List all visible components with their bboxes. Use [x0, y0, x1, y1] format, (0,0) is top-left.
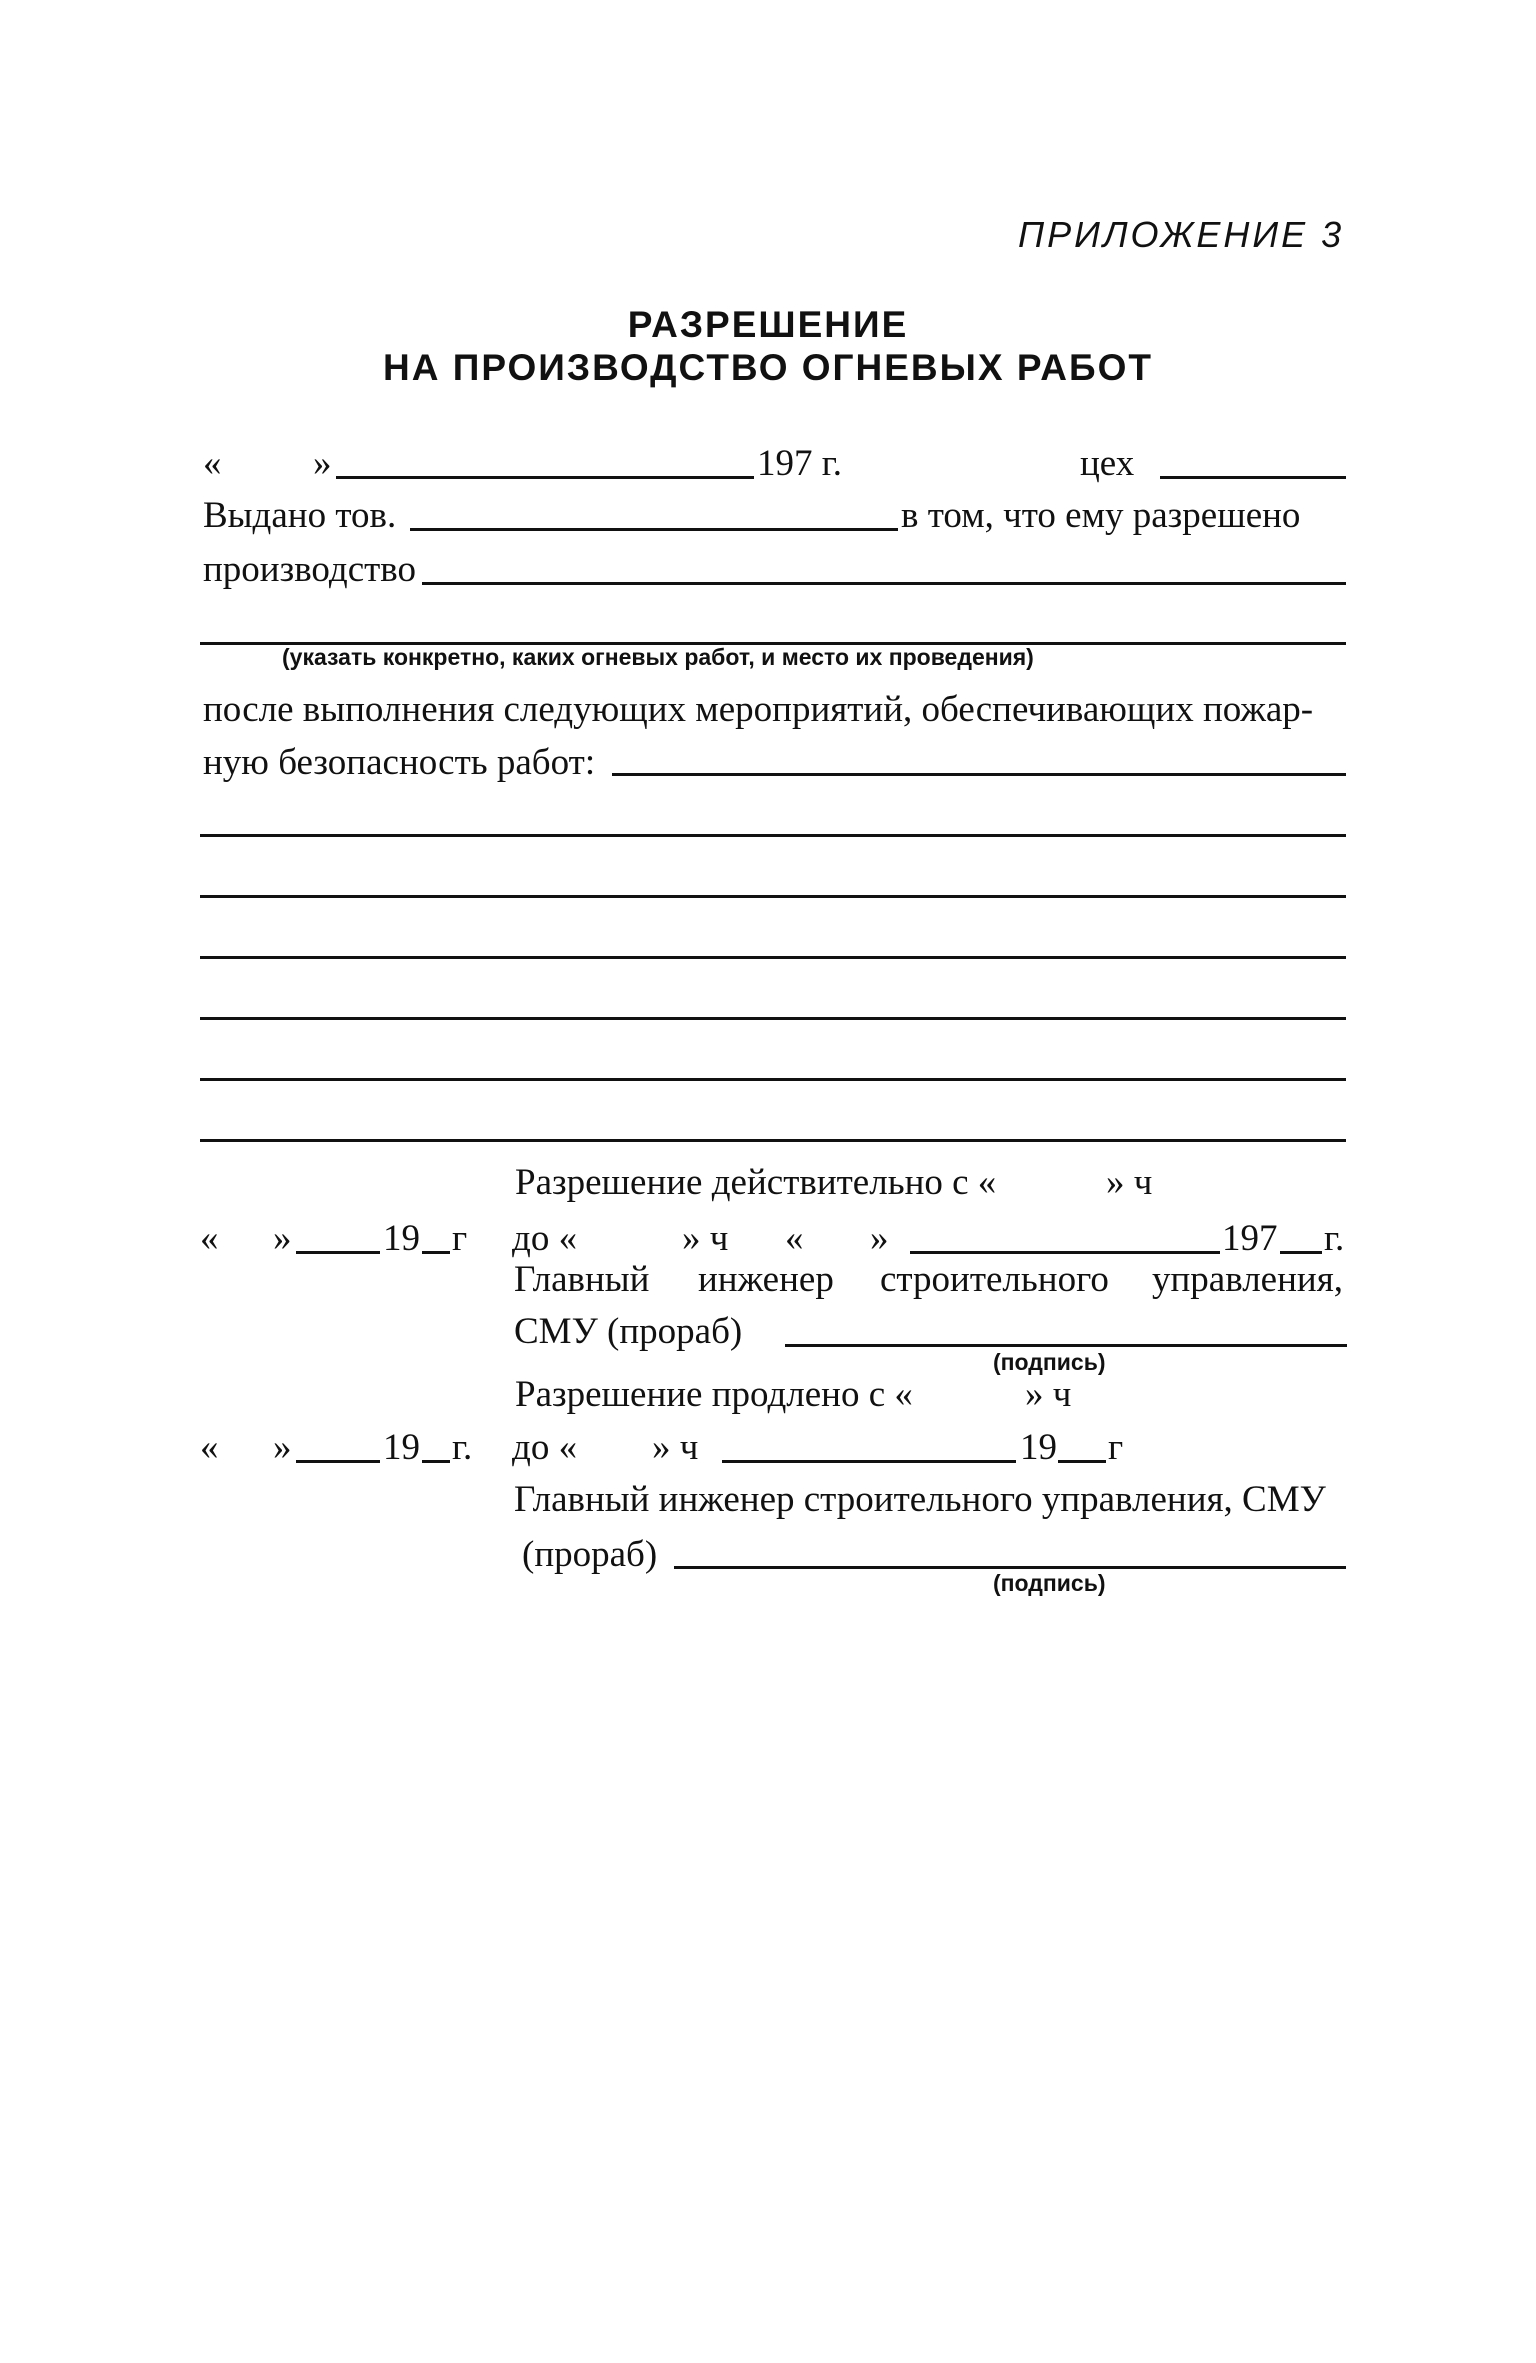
left-date-month-field[interactable]: [296, 1251, 380, 1254]
date-quote-close: »: [313, 443, 332, 484]
issued-name-field[interactable]: [410, 528, 898, 531]
valid-until-year-field[interactable]: [1280, 1251, 1322, 1254]
chief2-signature-hint: (подпись): [993, 1570, 1106, 1596]
measures-text-line1: после выполнения следующих мероприятий, обеспечивающих пожар-: [203, 689, 1314, 730]
form-title-line2: НА ПРОИЗВОДСТВО ОГНЕВЫХ РАБОТ: [383, 347, 1153, 388]
date-quote-open: «: [203, 443, 222, 484]
extended-from-hour: » ч: [1025, 1374, 1072, 1415]
valid-until-year: 197: [1222, 1218, 1278, 1259]
fire-works-hint: (указать конкретно, каких огневых работ, и место их проведения): [282, 644, 1034, 670]
measures-line[interactable]: [200, 834, 1346, 837]
valid-until-hour: » ч: [682, 1218, 729, 1259]
left-date2-year-field[interactable]: [422, 1460, 450, 1463]
left-date2-month-field[interactable]: [296, 1460, 380, 1463]
extended-until-year-field[interactable]: [1058, 1460, 1106, 1463]
valid-until-quote-open: «: [785, 1218, 804, 1259]
extended-until-hour: » ч: [652, 1427, 699, 1468]
left-date-quote-open: «: [200, 1218, 219, 1259]
left-date2-quote-open: «: [200, 1427, 219, 1468]
issued-label: Выдано тов.: [203, 495, 397, 536]
measures-field[interactable]: [612, 773, 1346, 776]
extended-until-label: до «: [512, 1427, 578, 1468]
measures-line[interactable]: [200, 956, 1346, 959]
left-date-year-field[interactable]: [422, 1251, 450, 1254]
valid-until-label: до «: [512, 1218, 578, 1259]
valid-until-g: г.: [1324, 1218, 1345, 1259]
left-date2-quote-close: »: [273, 1427, 292, 1468]
extended-from-label: Разрешение продлено с «: [515, 1374, 913, 1415]
valid-until-month-field[interactable]: [910, 1251, 1220, 1254]
date-year: 197 г.: [757, 443, 843, 484]
chief1-word2: инженер: [698, 1259, 834, 1300]
chief1-smu-label: СМУ (прораб): [514, 1311, 743, 1352]
date-month-field[interactable]: [336, 476, 754, 479]
chief2-signature-field[interactable]: [674, 1566, 1346, 1569]
left-date2-g: г.: [452, 1427, 473, 1468]
left-date-year: 19: [383, 1218, 420, 1259]
appendix-label: ПРИЛОЖЕНИЕ 3: [1018, 214, 1345, 255]
measures-line[interactable]: [200, 895, 1346, 898]
measures-text-line2: ную безопасность работ:: [203, 742, 596, 783]
measures-line[interactable]: [200, 1017, 1346, 1020]
production-field[interactable]: [422, 582, 1346, 585]
valid-until-quote-close: »: [870, 1218, 889, 1259]
shop-label: цех: [1080, 443, 1135, 484]
valid-from-label: Разрешение действительно с «: [515, 1162, 997, 1203]
chief1-word3: строительного: [880, 1259, 1109, 1300]
valid-from-hour: » ч: [1106, 1162, 1153, 1203]
chief1-signature-field[interactable]: [785, 1344, 1347, 1347]
chief2-prorab-label: (прораб): [522, 1534, 658, 1575]
production-label: производство: [203, 549, 417, 590]
chief1-word1: Главный: [514, 1259, 650, 1300]
measures-line[interactable]: [200, 1078, 1346, 1081]
chief1-word4: управления,: [1152, 1259, 1343, 1300]
left-date-quote-close: »: [273, 1218, 292, 1259]
extended-until-year: 19: [1020, 1427, 1057, 1468]
extended-until-month-field[interactable]: [722, 1460, 1016, 1463]
shop-field[interactable]: [1160, 476, 1346, 479]
chief1-signature-hint: (подпись): [993, 1349, 1106, 1375]
chief2-title: Главный инженер строительного управления, СМУ: [514, 1479, 1326, 1520]
form-title-line1: РАЗРЕШЕНИЕ: [627, 304, 909, 345]
left-date2-year: 19: [383, 1427, 420, 1468]
left-date-g: г: [452, 1218, 468, 1259]
extended-until-g: г: [1108, 1427, 1124, 1468]
permitted-text: в том, что ему разрешено: [901, 495, 1301, 536]
measures-line[interactable]: [200, 1139, 1346, 1142]
